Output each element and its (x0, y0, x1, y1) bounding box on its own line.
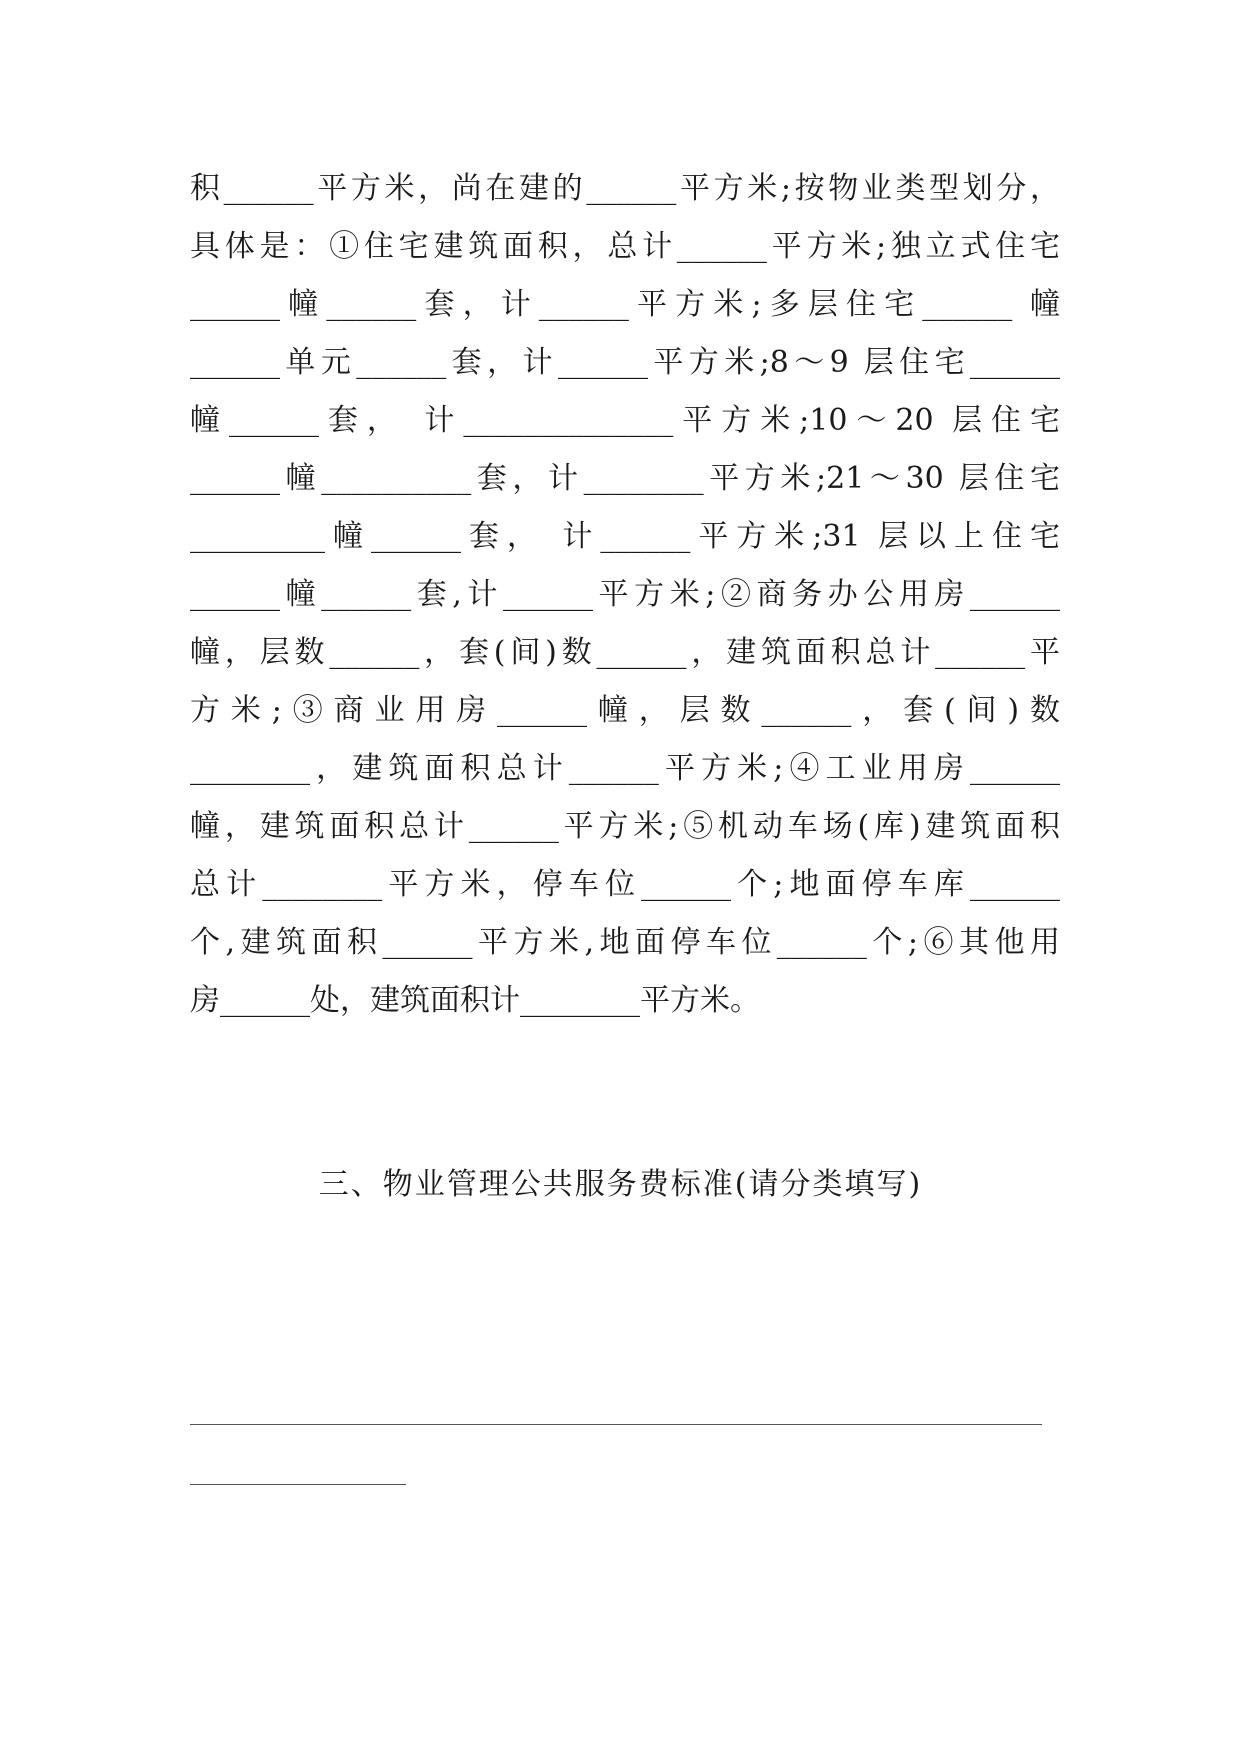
paragraph-line: ______幢______套，计______平方米;多层住宅______ 幢 (190, 287, 1060, 322)
paragraph-line: 总计________平方米，停车位______个;地面停车库______ (190, 867, 1060, 902)
paragraph-line: 积______平方米，尚在建的______平方米;按物业类型划分， (190, 171, 1060, 206)
paragraph-line: 房______处，建筑面积计________平方米。 (190, 983, 760, 1018)
paragraph-line: 幢______套， 计______________平方米;10～20 层住宅 (190, 403, 1060, 438)
paragraph-line: 方米;③商业用房______幢，层数______，套(间)数 (190, 693, 1060, 728)
paragraph-line: _________幢______套， 计______平方米;31 层以上住宅 (190, 519, 1060, 554)
property-info-paragraph (190, 160, 1060, 1030)
paragraph-line: 幢，层数______，套(间)数______，建筑面积总计______平 (190, 635, 1060, 670)
paragraph-line: 个,建筑面积______平方米,地面停车位______个;⑥其他用 (190, 925, 1060, 960)
paragraph-line: 具体是：①住宅建筑面积，总计______平方米;独立式住宅 (190, 229, 1060, 264)
paragraph-line: 幢，建筑面积总计______平方米;⑤机动车场(库)建筑面积 (190, 809, 1060, 844)
paragraph-line: ______幢__________套，计________平方米;21～30 层住宅 (190, 461, 1060, 496)
paragraph-line: ______幢______套,计______平方米;②商务办公用房______ (190, 577, 1060, 612)
paragraph-line: ________，建筑面积总计______平方米;④工业用房______ (190, 751, 1060, 786)
paragraph-line: ______单元______套，计______平方米;8～9 层住宅______ (190, 345, 1060, 380)
fill-in-blank-line (190, 1484, 406, 1485)
section-heading: 三、物业管理公共服务费标准(请分类填写) (318, 1167, 923, 1202)
fill-in-blank-line (190, 1424, 1042, 1425)
